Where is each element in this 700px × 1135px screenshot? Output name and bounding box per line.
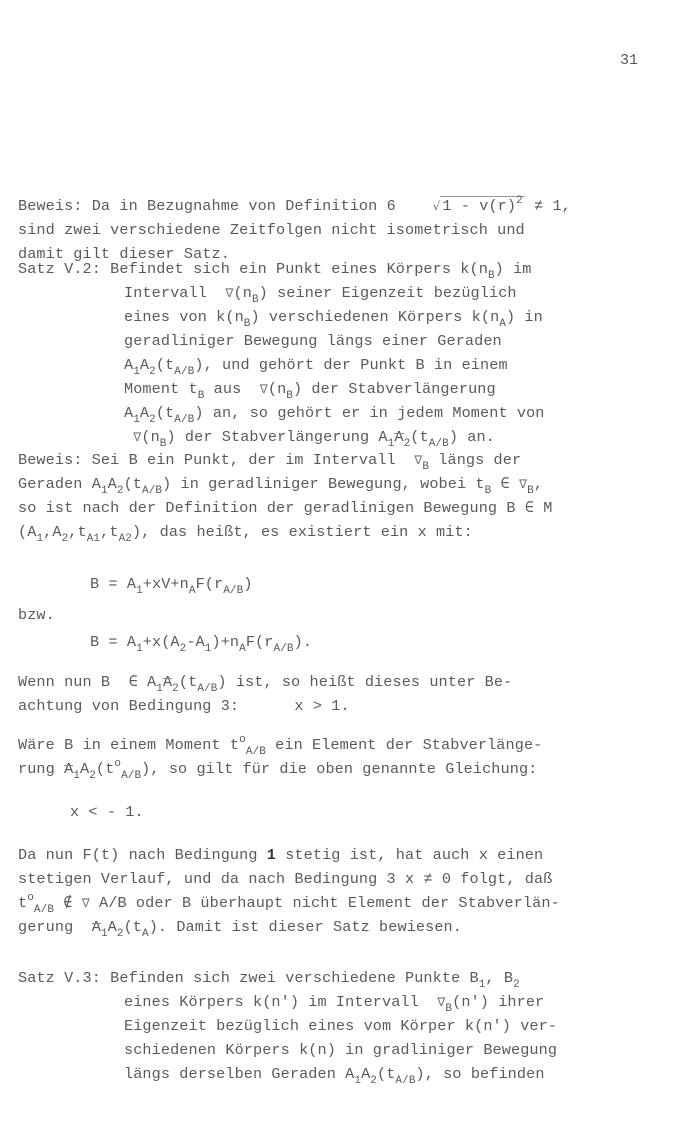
sqrt-formula	[440, 196, 524, 215]
paragraph-line: achtung von Bedingung 3: x > 1.	[18, 697, 350, 715]
exponent: 2	[516, 195, 523, 207]
paragraph-line: Da nun F(t) nach Bedingung 1 stetig ist, hat auch x einen	[18, 846, 544, 864]
proof-label: Beweis:	[18, 197, 83, 215]
satz-v2-line: $A_1A_2(t_{A/B})$ an, so gehört er in jedem Moment von	[124, 404, 545, 426]
paragraph-line: rung $A_1A_2(t^o_{A/B})$, so gilt für die oben genannte Gleichung:	[18, 758, 538, 782]
satz-label: Satz V.3:	[18, 969, 101, 987]
satz-v3	[18, 966, 678, 1086]
paragraph-line: Wenn nun B ∈ $A_1A_2(t_{A/B})$ ist, so heißt dieses unter Be-	[18, 673, 513, 695]
proof-2-line: Geraden $A_1A_2(t_{A/B})$ in geradliniger Bewegung, wobei $t_B$ ∈ $\nabla_B$,	[18, 475, 544, 497]
equation-3	[18, 800, 678, 824]
satz-v3-line: längs derselben Geraden $A_1A_2(t_{A/B})$, so befinden	[124, 1065, 545, 1087]
formula-tail: ≠ 1,	[534, 197, 571, 215]
paragraph-line: stetigen Verlauf, und da nach Bedingung 3 x ≠ 0 folgt, daß	[18, 870, 553, 888]
equation-line: $B = A_1+x(A_2-A_1)+n_AF(r_{A/B})$.	[90, 633, 313, 655]
equation-2	[18, 630, 678, 654]
equation-line: $B = A_1+xV+n_AF(r_{A/B})$	[90, 575, 253, 597]
proof-text: Da in Bezugnahme von Definition 6	[91, 197, 396, 215]
satz-v2-line: eines von $k(n_B)$ verschiedenen Körpers $k(n_A)$ in	[124, 308, 543, 330]
satz-v3-line: schiedenen Körpers k(n) in gradliniger Bewegung	[124, 1041, 558, 1059]
proof-label: Beweis:	[18, 451, 83, 469]
bzw-text: bzw.	[18, 606, 55, 624]
equation-1	[18, 572, 678, 596]
paragraph-2	[18, 733, 678, 781]
satz-v2-line: Moment $t_B$ aus $\nabla(n_B)$ der Stabverlängerung	[124, 380, 496, 402]
satz-v2-line: Satz V.2: Befindet sich ein Punkt eines Körpers $k(n_B)$ im	[18, 260, 532, 282]
equation-line: x < - 1.	[70, 803, 144, 821]
proof-2	[18, 448, 678, 544]
proof-2-line: so ist nach der Definition der geradlinigen Bewegung B ∈ M	[18, 499, 553, 517]
page-number: 31	[620, 52, 639, 69]
proof-1-line-3: damit gilt dieser Satz.	[18, 245, 230, 263]
proof-1-line-1: Beweis: Da in Bezugnahme von Definition 6 √ $1 - v(r)^2 \ne 1$,	[18, 195, 571, 215]
paragraph-line: Wäre B in einem Moment $t^o_{A/B}$ ein Element der Stabverlänge-	[18, 734, 543, 758]
proof-2-line: Beweis: Sei B ein Punkt, der im Intervall $\nabla_B$ längs der	[18, 451, 522, 473]
satz-label: Satz V.2:	[18, 260, 101, 278]
satz-v2-line: $A_1A_2(t_{A/B})$, und gehört der Punkt B in einem	[124, 356, 508, 378]
satz-v2-line: Intervall $\nabla(n_B)$ seiner Eigenzeit bezüglich	[124, 284, 517, 306]
satz-v2	[18, 257, 678, 449]
paragraph-1	[18, 670, 678, 718]
satz-v3-line: eines Körpers k(n') im Intervall $\nabla_B(n')$ ihrer	[124, 993, 545, 1015]
proof-2-line: $(A_1,A_2,t_{A1},t_{A2})$, das heißt, es existiert ein x mit:	[18, 523, 473, 545]
satz-v2-line: geradliniger Bewegung längs einer Geraden	[124, 332, 502, 350]
satz-v3-line: Eigenzeit bezüglich eines vom Körper k(n') ver-	[124, 1017, 558, 1035]
formula-body: 1 - v(r)	[442, 197, 517, 215]
paragraph-line: $t^o_{A/B}$ ∉ ∇ A/B oder B überhaupt nicht Element der Stabverlän-	[18, 892, 560, 916]
satz-v2-line: $\nabla(n_B)$ der Stabverlängerung $A_1A_2(t_{A/B})$ an.	[133, 428, 495, 450]
proof-1-line-2: sind zwei verschiedene Zeitfolgen nicht isometrisch und	[18, 221, 525, 239]
paragraph-line: gerung $A_1A_2(t_A)$. Damit ist dieser Satz bewiesen.	[18, 918, 462, 940]
proof-1	[18, 194, 678, 266]
paragraph-3	[18, 843, 678, 939]
satz-v3-line: Satz V.3: Befinden sich zwei verschiedene Punkte $B_1$, $B_2$	[18, 969, 520, 991]
bzw-label	[18, 603, 678, 627]
